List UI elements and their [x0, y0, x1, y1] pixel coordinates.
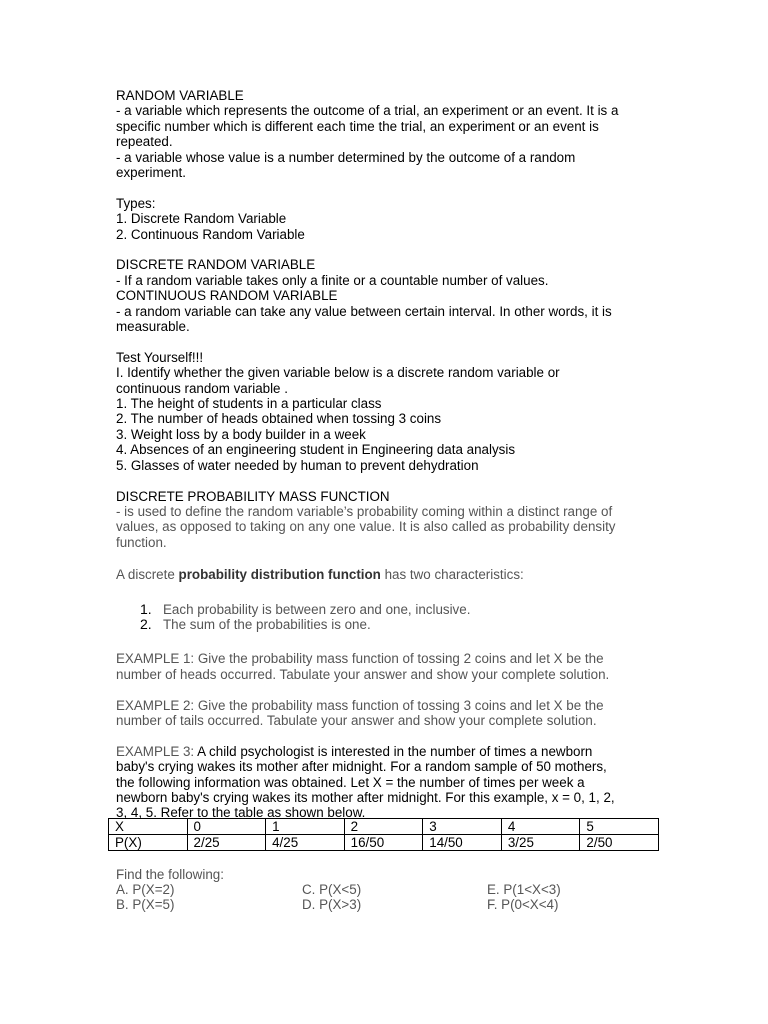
test-item: 1. The height of students in a particular class: [116, 396, 382, 412]
option-item: A. P(X=2): [116, 882, 175, 897]
continuous-rv-definition-line-1: - a random variable can take any value between certain interval. In other words, it is: [116, 303, 612, 319]
continuous-rv-heading: CONTINUOUS RANDOM VARIABLE: [116, 288, 338, 304]
test-item: 4. Absences of an engineering student in Engineering data analysis: [116, 442, 516, 458]
list-number: 2.: [140, 615, 152, 632]
document-body: [116, 88, 656, 821]
option-item: E. P(1<X<3): [487, 882, 561, 897]
pdf-intro-post: has two characteristics:: [380, 567, 524, 583]
pmf-definition-line-2: values, as opposed to taking on any one value. It is also called as probability density: [116, 519, 616, 535]
example-1-line-1: EXAMPLE 1: Give the probability mass function of tossing 2 coins and let X be the: [116, 651, 604, 667]
table-cell: 2/50: [580, 835, 659, 851]
types-heading: Types:: [116, 195, 156, 211]
rv-definition-2-line-1: - a variable whose value is a number determined by the outcome of a random: [116, 149, 576, 165]
test-item: 3. Weight loss by a body builder in a week: [116, 426, 366, 442]
list-number: 1.: [140, 600, 152, 617]
test-item: 2. The number of heads obtained when tossing 3 coins: [116, 411, 442, 427]
example-3-line-2: baby's crying wakes its mother after midnight. For a random sample of 50 mothers,: [116, 759, 607, 775]
example-3-line-4: newborn baby's crying wakes its mother after midnight. For this example, x = 0, 1, 2,: [116, 789, 615, 805]
list-item: [116, 617, 656, 632]
table-cell: 0: [187, 819, 266, 835]
discrete-rv-definition: - If a random variable takes only a finite or a countable number of values.: [116, 272, 549, 288]
example-2-line-2: number of tails occurred. Tabulate your answer and show your complete solution.: [116, 712, 597, 728]
table-cell: 2/25: [187, 835, 266, 851]
list-text: Each probability is between zero and one, inclusive.: [163, 601, 471, 617]
example-3-first: A child psychologist is interested in the number of times a newborn: [197, 743, 593, 759]
list-item: [116, 602, 656, 617]
pdf-intro-pre: A discrete: [116, 567, 179, 583]
table-cell: 4/25: [266, 835, 345, 851]
option-item: D. P(X>3): [302, 897, 362, 913]
table-cell: 1: [266, 819, 345, 835]
rv-definition-1-line-3: repeated.: [116, 134, 173, 150]
table-cell: 3: [423, 819, 502, 835]
table-cell: 5: [580, 819, 659, 835]
table-cell: 4: [501, 819, 580, 835]
pdf-intro-bold: probability distribution function: [178, 567, 381, 583]
table-row: [109, 835, 659, 851]
pdf-intro: [116, 567, 656, 582]
pmf-heading: DISCRETE PROBABILITY MASS FUNCTION: [116, 488, 390, 504]
example-3-line-5: 3, 4, 5. Refer to the table as shown below.: [116, 805, 366, 821]
test-instruction-line-2: continuous random variable .: [116, 380, 288, 396]
find-heading: Find the following:: [116, 867, 224, 882]
table-cell: 2: [344, 819, 423, 835]
test-yourself-heading: Test Yourself!!!: [116, 349, 204, 365]
characteristics-list: [116, 602, 656, 633]
option-item: C. P(X<5): [302, 882, 362, 897]
type-item: 2. Continuous Random Variable: [116, 226, 305, 242]
table-cell: P(X): [109, 835, 188, 851]
option-item: F. P(0<X<4): [487, 897, 559, 913]
pmf-definition-line-3: function.: [116, 534, 167, 550]
pmf-definition-line-1: - is used to define the random variable’s probability coming within a distinct range of: [116, 503, 613, 519]
continuous-rv-definition-line-2: measurable.: [116, 319, 190, 335]
type-item: 1. Discrete Random Variable: [116, 211, 287, 227]
table-cell: 14/50: [423, 835, 502, 851]
example-3-line-3: the following information was obtained. Let X = the number of times per week a: [116, 774, 585, 790]
rv-definition-2-line-2: experiment.: [116, 165, 186, 181]
table-cell: 16/50: [344, 835, 423, 851]
probability-table: [108, 818, 659, 851]
table-cell: X: [109, 819, 188, 835]
test-instruction-line-1: I. Identify whether the given variable below is a discrete random variable or: [116, 365, 560, 381]
rv-definition-1-line-1: - a variable which represents the outcome of a trial, an experiment or an event. It is a: [116, 103, 619, 119]
example-3-line-1: [116, 744, 656, 759]
example-2-line-1: EXAMPLE 2: Give the probability mass function of tossing 3 coins and let X be the: [116, 697, 604, 713]
table-cell: 3/25: [501, 835, 580, 851]
list-text: The sum of the probabilities is one.: [163, 616, 371, 632]
example-1-line-2: number of heads occurred. Tabulate your answer and show your complete solution.: [116, 666, 610, 682]
test-item: 5. Glasses of water needed by human to prevent dehydration: [116, 457, 479, 473]
option-item: B. P(X=5): [116, 897, 175, 913]
table-row: [109, 819, 659, 835]
example-3-label: EXAMPLE 3:: [116, 743, 198, 759]
rv-definition-1-line-2: specific number which is different each time the trial, an experiment or an event is: [116, 118, 599, 134]
random-variable-heading: RANDOM VARIABLE: [116, 88, 244, 103]
discrete-rv-heading: DISCRETE RANDOM VARIABLE: [116, 257, 316, 273]
